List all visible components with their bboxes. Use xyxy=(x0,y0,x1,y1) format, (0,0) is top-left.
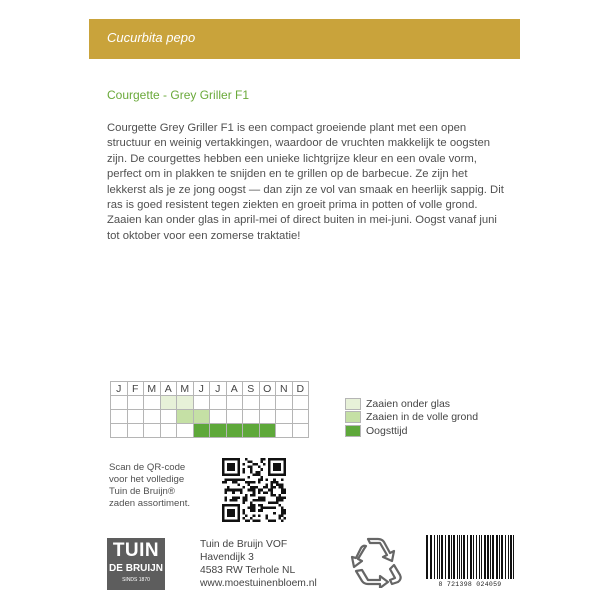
calendar-cell xyxy=(292,424,309,438)
month-header: F xyxy=(127,382,144,396)
calendar-cell xyxy=(177,396,194,410)
legend-swatch xyxy=(345,425,361,437)
sowing-calendar xyxy=(110,381,309,438)
calendar-cell xyxy=(144,410,161,424)
logo-line: DE BRUIJN xyxy=(109,563,163,574)
calendar-cell xyxy=(243,424,260,438)
calendar-cell xyxy=(144,424,161,438)
legend-label: Zaaien in de volle grond xyxy=(366,411,479,424)
address-line: 4583 RW Terhole NL xyxy=(200,565,296,576)
month-header: O xyxy=(259,382,276,396)
calendar-cell xyxy=(276,410,293,424)
qr-caption xyxy=(109,462,219,510)
month-header: J xyxy=(111,382,128,396)
calendar-cell xyxy=(127,410,144,424)
calendar-cell xyxy=(292,410,309,424)
legend-item-harvest xyxy=(345,424,478,438)
calendar-cell xyxy=(243,396,260,410)
website-link[interactable]: www.moestuinenbloem.nl xyxy=(200,578,317,589)
calendar-cell xyxy=(160,424,177,438)
month-header: A xyxy=(160,382,177,396)
product-description: Courgette Grey Griller F1 is een compact groeiende plant met een open structuur en weinig vertakkingen, waardoor de vruchten makkelijk te oogsten zijn. De courgettes hebben een unieke lichtgrijze kleur en een ovale vorm, perfect om in plakken te snijden en te grillen op de barbecue. Ze zijn het lekkerst als je ze jong oogst — dan zijn ze vol van smaak en heerlijk sappig. Dit ras is goed resistent tegen ziekten en groeit prima in potten of volle grond. Zaaien kan onder glas in april-mei of direct buiten in mei-juni. Oogst vanaf juni tot oktober voor een zomerse traktatie! xyxy=(107,122,504,242)
calendar-legend xyxy=(345,397,478,438)
logo-line: SINDS 1870 xyxy=(122,577,150,583)
calendar-cell xyxy=(259,396,276,410)
calendar-cell xyxy=(259,424,276,438)
header-banner xyxy=(89,19,520,59)
calendar-cell xyxy=(276,424,293,438)
calendar-cell xyxy=(193,396,210,410)
month-header: M xyxy=(144,382,161,396)
month-header: S xyxy=(243,382,260,396)
qr-caption-line: Tuin de Bruijn® xyxy=(109,486,175,497)
calendar-cell xyxy=(127,396,144,410)
calendar-cell xyxy=(226,396,243,410)
calendar-cell xyxy=(111,396,128,410)
legend-item-sow-ground xyxy=(345,411,478,425)
calendar-cell xyxy=(127,424,144,438)
latin-name: Cucurbita pepo xyxy=(107,30,196,45)
calendar-cell xyxy=(177,424,194,438)
calendar-cell xyxy=(210,410,227,424)
company-address xyxy=(200,538,317,590)
legend-label: Oogsttijd xyxy=(366,424,408,437)
barcode-icon xyxy=(422,535,518,591)
barcode-bars xyxy=(422,535,518,581)
product-title: Courgette - Grey Griller F1 xyxy=(107,88,250,102)
address-line: Havendijk 3 xyxy=(200,552,254,563)
barcode-digits: 8 721398 024059 xyxy=(438,581,502,588)
calendar-cell xyxy=(177,410,194,424)
calendar-cell xyxy=(160,396,177,410)
calendar-cell xyxy=(210,396,227,410)
logo-line: TUIN xyxy=(112,540,160,561)
qr-caption-line: zaden assortiment. xyxy=(109,498,191,509)
address-line: Tuin de Bruijn VOF xyxy=(200,539,288,550)
calendar-cell xyxy=(210,424,227,438)
month-header: J xyxy=(193,382,210,396)
calendar-cell xyxy=(144,396,161,410)
month-header: M xyxy=(177,382,194,396)
recycle-icon xyxy=(350,537,404,588)
qr-caption-line: voor het volledige xyxy=(109,474,185,485)
calendar-cell xyxy=(226,410,243,424)
calendar-cell xyxy=(160,410,177,424)
calendar-cell xyxy=(111,410,128,424)
month-header: A xyxy=(226,382,243,396)
month-header: J xyxy=(210,382,227,396)
calendar-cell xyxy=(226,424,243,438)
calendar-cell xyxy=(111,424,128,438)
qr-code-icon[interactable] xyxy=(222,458,286,522)
calendar-cell xyxy=(193,410,210,424)
month-header: N xyxy=(276,382,293,396)
qr-caption-line: Scan de QR-code xyxy=(109,462,186,473)
calendar-cell xyxy=(259,410,276,424)
legend-item-sow-glass xyxy=(345,397,478,411)
month-header: D xyxy=(292,382,309,396)
calendar-cell xyxy=(292,396,309,410)
calendar-month-row xyxy=(111,382,309,396)
calendar-cell xyxy=(276,396,293,410)
brand-logo xyxy=(107,538,165,590)
calendar-row-sow-ground xyxy=(111,410,309,424)
calendar-cell xyxy=(193,424,210,438)
calendar-row-harvest xyxy=(111,424,309,438)
calendar-cell xyxy=(243,410,260,424)
calendar-row-sow-glass xyxy=(111,396,309,410)
legend-swatch xyxy=(345,411,361,423)
calendar-table xyxy=(110,381,309,438)
legend-label: Zaaien onder glas xyxy=(366,397,451,410)
legend-swatch xyxy=(345,398,361,410)
